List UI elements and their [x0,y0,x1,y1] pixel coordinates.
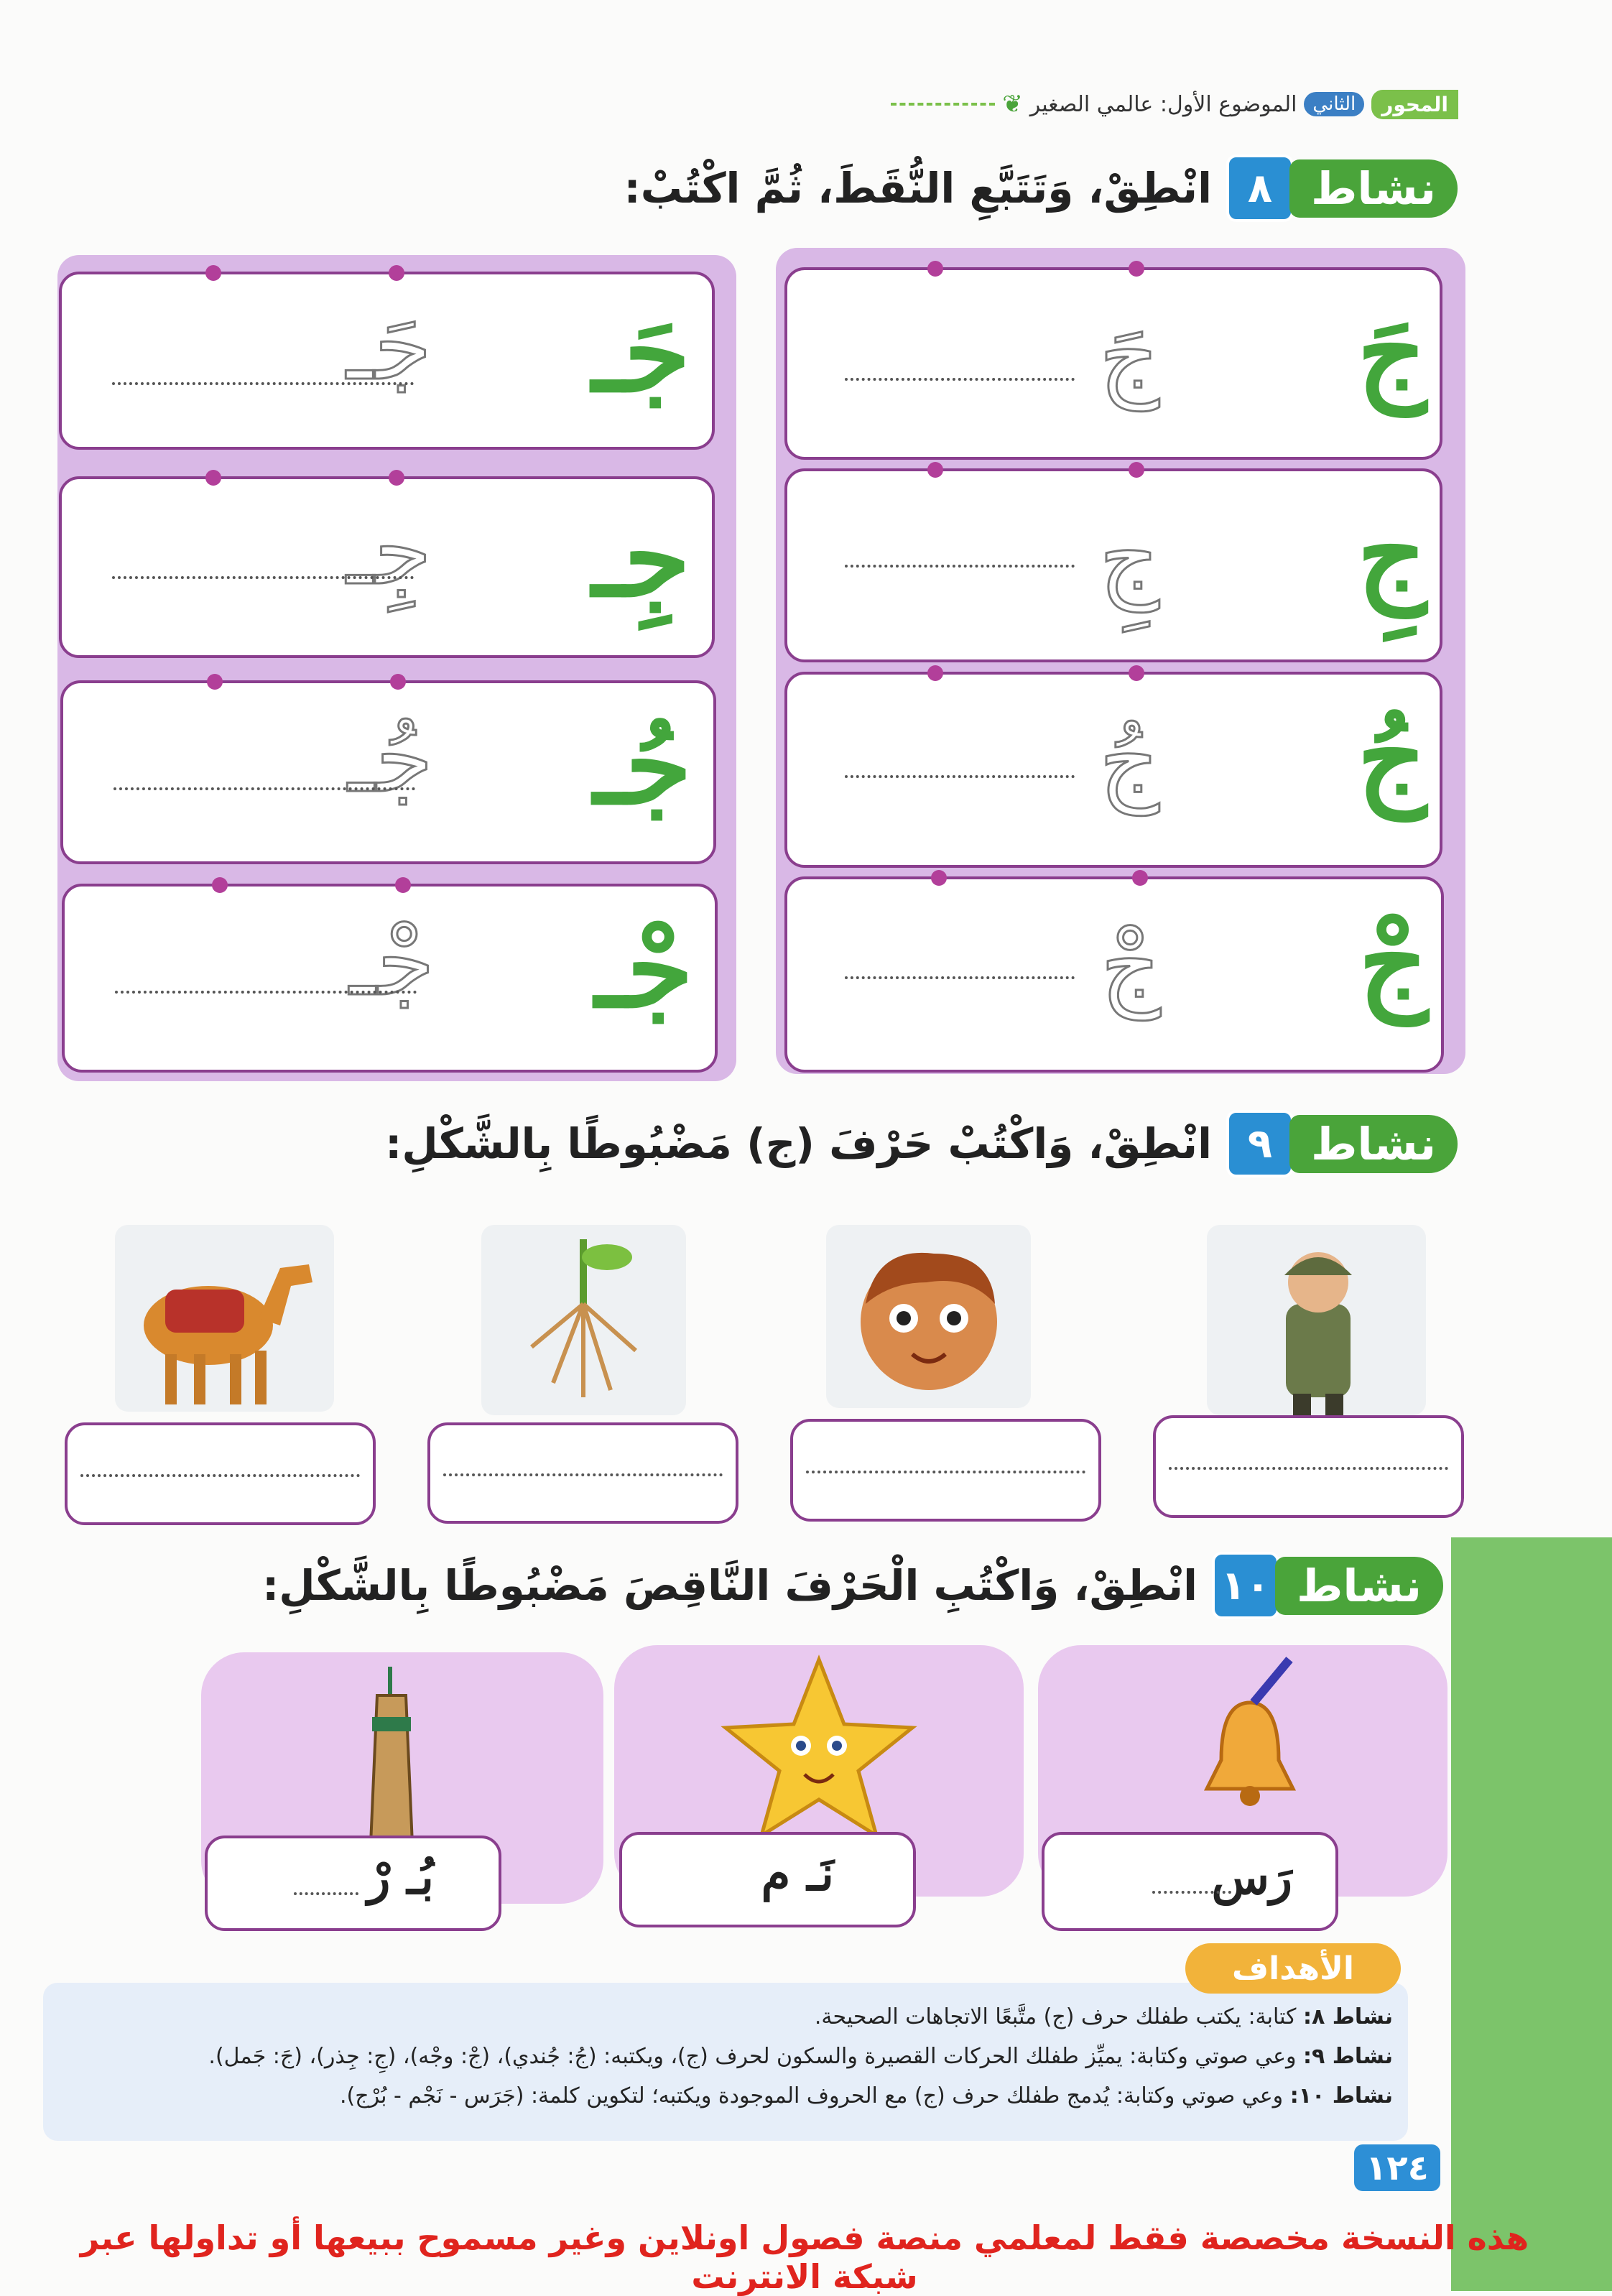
start-dot [207,674,223,690]
goal-text: وعي صوتي وكتابة: يميِّز طفلك الحركات القصيرة والسكون لحرف (ج)، ويكتبه: (جُ: جُندي)، (جْ: وجْه)، (جِ: جِذر)، (جَ: جَمل). [208,2044,1297,2069]
bell-picture [1038,1645,1447,1861]
star-picture [614,1645,1024,1861]
trace-card-right-4 [784,876,1444,1073]
activity9-badge: نشاط [1289,1115,1458,1173]
word-bell: رَس [1211,1849,1292,1905]
start-dot [389,470,404,486]
activity10-badge: نشاط [1275,1557,1443,1615]
activity10-title [262,1552,1443,1619]
writing-line[interactable] [845,976,1075,979]
goal-item-3 [340,2083,1393,2108]
model-letter: جِـ [592,495,690,621]
answer-box-root[interactable] [427,1422,738,1524]
writing-line[interactable] [845,565,1075,568]
writing-line[interactable] [112,576,414,579]
word-box-bell[interactable] [1042,1832,1338,1931]
missing-letter-line [294,1892,358,1895]
writing-line[interactable] [114,787,415,790]
activity9-title [385,1110,1458,1177]
root-picture [481,1225,686,1415]
start-dot [1129,462,1144,478]
start-dot [212,877,228,893]
trace-card-right-2 [784,468,1442,662]
goal-label: نشاط ٨: [1303,2004,1393,2029]
word-star: نَـ م [761,1846,834,1902]
trace-card-left-1 [59,272,715,450]
goals-title: الأهداف [1185,1943,1401,1994]
goal-item-1 [815,2004,1393,2029]
word-tower: بُـ رْ [367,1849,434,1905]
start-dot [1129,261,1144,277]
header-dash [891,103,995,106]
model-letter: جْ [1358,899,1428,1025]
activity9-instruction: انْطِقْ، وَاكْتُبْ حَرْفَ (ج) مَضْبُوطًا بِالشَّكْلِ: [385,1119,1212,1168]
answer-box-soldier[interactable] [1153,1415,1464,1518]
writing-line[interactable] [845,775,1075,778]
goal-text: كتابة: يكتب طفلك حرف (ج) متَّبعًا الاتجاهات الصحيحة. [814,2004,1297,2029]
start-dot [931,870,947,886]
axis-number: الثاني [1304,92,1364,116]
activity10-instruction: انْطِقْ، وَاكْتُبِ الْحَرْفَ النَّاقِصَ مَضْبُوطًا بِالشَّكْلِ: [262,1561,1198,1610]
green-page-corner [1451,1537,1612,2291]
start-dot [395,877,411,893]
missing-letter-line [1152,1891,1231,1894]
model-letter: جْـ [595,906,693,1032]
start-dot [927,261,943,277]
face-picture [826,1225,1031,1408]
start-dot [205,265,221,281]
trace-letter: جُ [1099,706,1159,815]
trace-letter: جْ [1101,911,1161,1020]
model-letter: جُـ [593,703,692,829]
goal-label: نشاط ١٠: [1289,2083,1393,2108]
activity8-number: ٨ [1226,154,1294,222]
model-letter: جِ [1357,491,1427,617]
trace-letter: جْـ [349,907,435,1017]
trace-letter: جِ [1099,503,1159,612]
trace-letter: جَ [1099,302,1159,411]
trace-letter: جُـ [348,704,433,813]
start-dot [205,470,221,486]
activity8-badge: نشاط [1289,159,1458,218]
answer-box-face[interactable] [790,1419,1101,1522]
model-letter: جَ [1357,290,1427,416]
axis-label: المحور [1371,90,1458,119]
start-dot [389,265,404,281]
writing-line [1169,1467,1448,1470]
activity10-number: ١٠ [1212,1552,1279,1619]
activity9-number: ٩ [1226,1110,1294,1177]
page-header [876,83,1458,126]
footer-notice: هذه النسخة مخصصة فقط لمعلمي منصة فصول اونلاين وغير مسموح ببيعها أو تداولها عبر شبكة الانترنت [80,2218,1529,2296]
soldier-picture [1207,1225,1426,1415]
goal-text: وعي صوتي وكتابة: يُدمج طفلك حرف (ج) مع الحروف الموجودة ويكتبه؛ لتكوين كلمة: (جَرَس - نَجْم - بُرْج). [340,2083,1284,2108]
writing-line[interactable] [112,382,414,385]
page-number: ١٢٤ [1354,2144,1440,2191]
topic-title: الموضوع الأول: عالمي الصغير [1029,91,1297,117]
writing-line [443,1473,723,1476]
goal-label: نشاط ٩: [1303,2044,1393,2069]
trace-card-left-2 [59,476,715,658]
model-letter: جُ [1357,694,1427,820]
writing-line[interactable] [845,378,1075,381]
word-box-tower[interactable] [205,1836,501,1931]
activity8-title [624,154,1458,222]
trace-letter: جَـ [346,292,432,401]
writing-line [806,1471,1085,1473]
start-dot [1132,870,1148,886]
trace-card-left-3 [60,680,716,864]
start-dot [927,462,943,478]
trace-card-right-3 [784,672,1442,868]
trace-letter: جِـ [346,496,432,606]
trace-card-right-1 [784,267,1442,460]
activity8-instruction: انْطِقْ، وَتَتَبَّعِ النُّقَطَ، ثُمَّ اكْتُبْ: [624,164,1212,213]
start-dot [1129,665,1144,681]
writing-line [80,1474,360,1477]
start-dot [390,674,406,690]
word-box-star[interactable] [619,1832,916,1927]
leaf-icon: ❦ [1002,90,1023,119]
start-dot [927,665,943,681]
camel-picture [115,1225,334,1412]
goal-item-2 [208,2044,1393,2069]
trace-card-left-4 [62,884,718,1073]
writing-line[interactable] [115,991,417,994]
answer-box-camel[interactable] [65,1422,376,1525]
model-letter: جَـ [592,290,690,417]
